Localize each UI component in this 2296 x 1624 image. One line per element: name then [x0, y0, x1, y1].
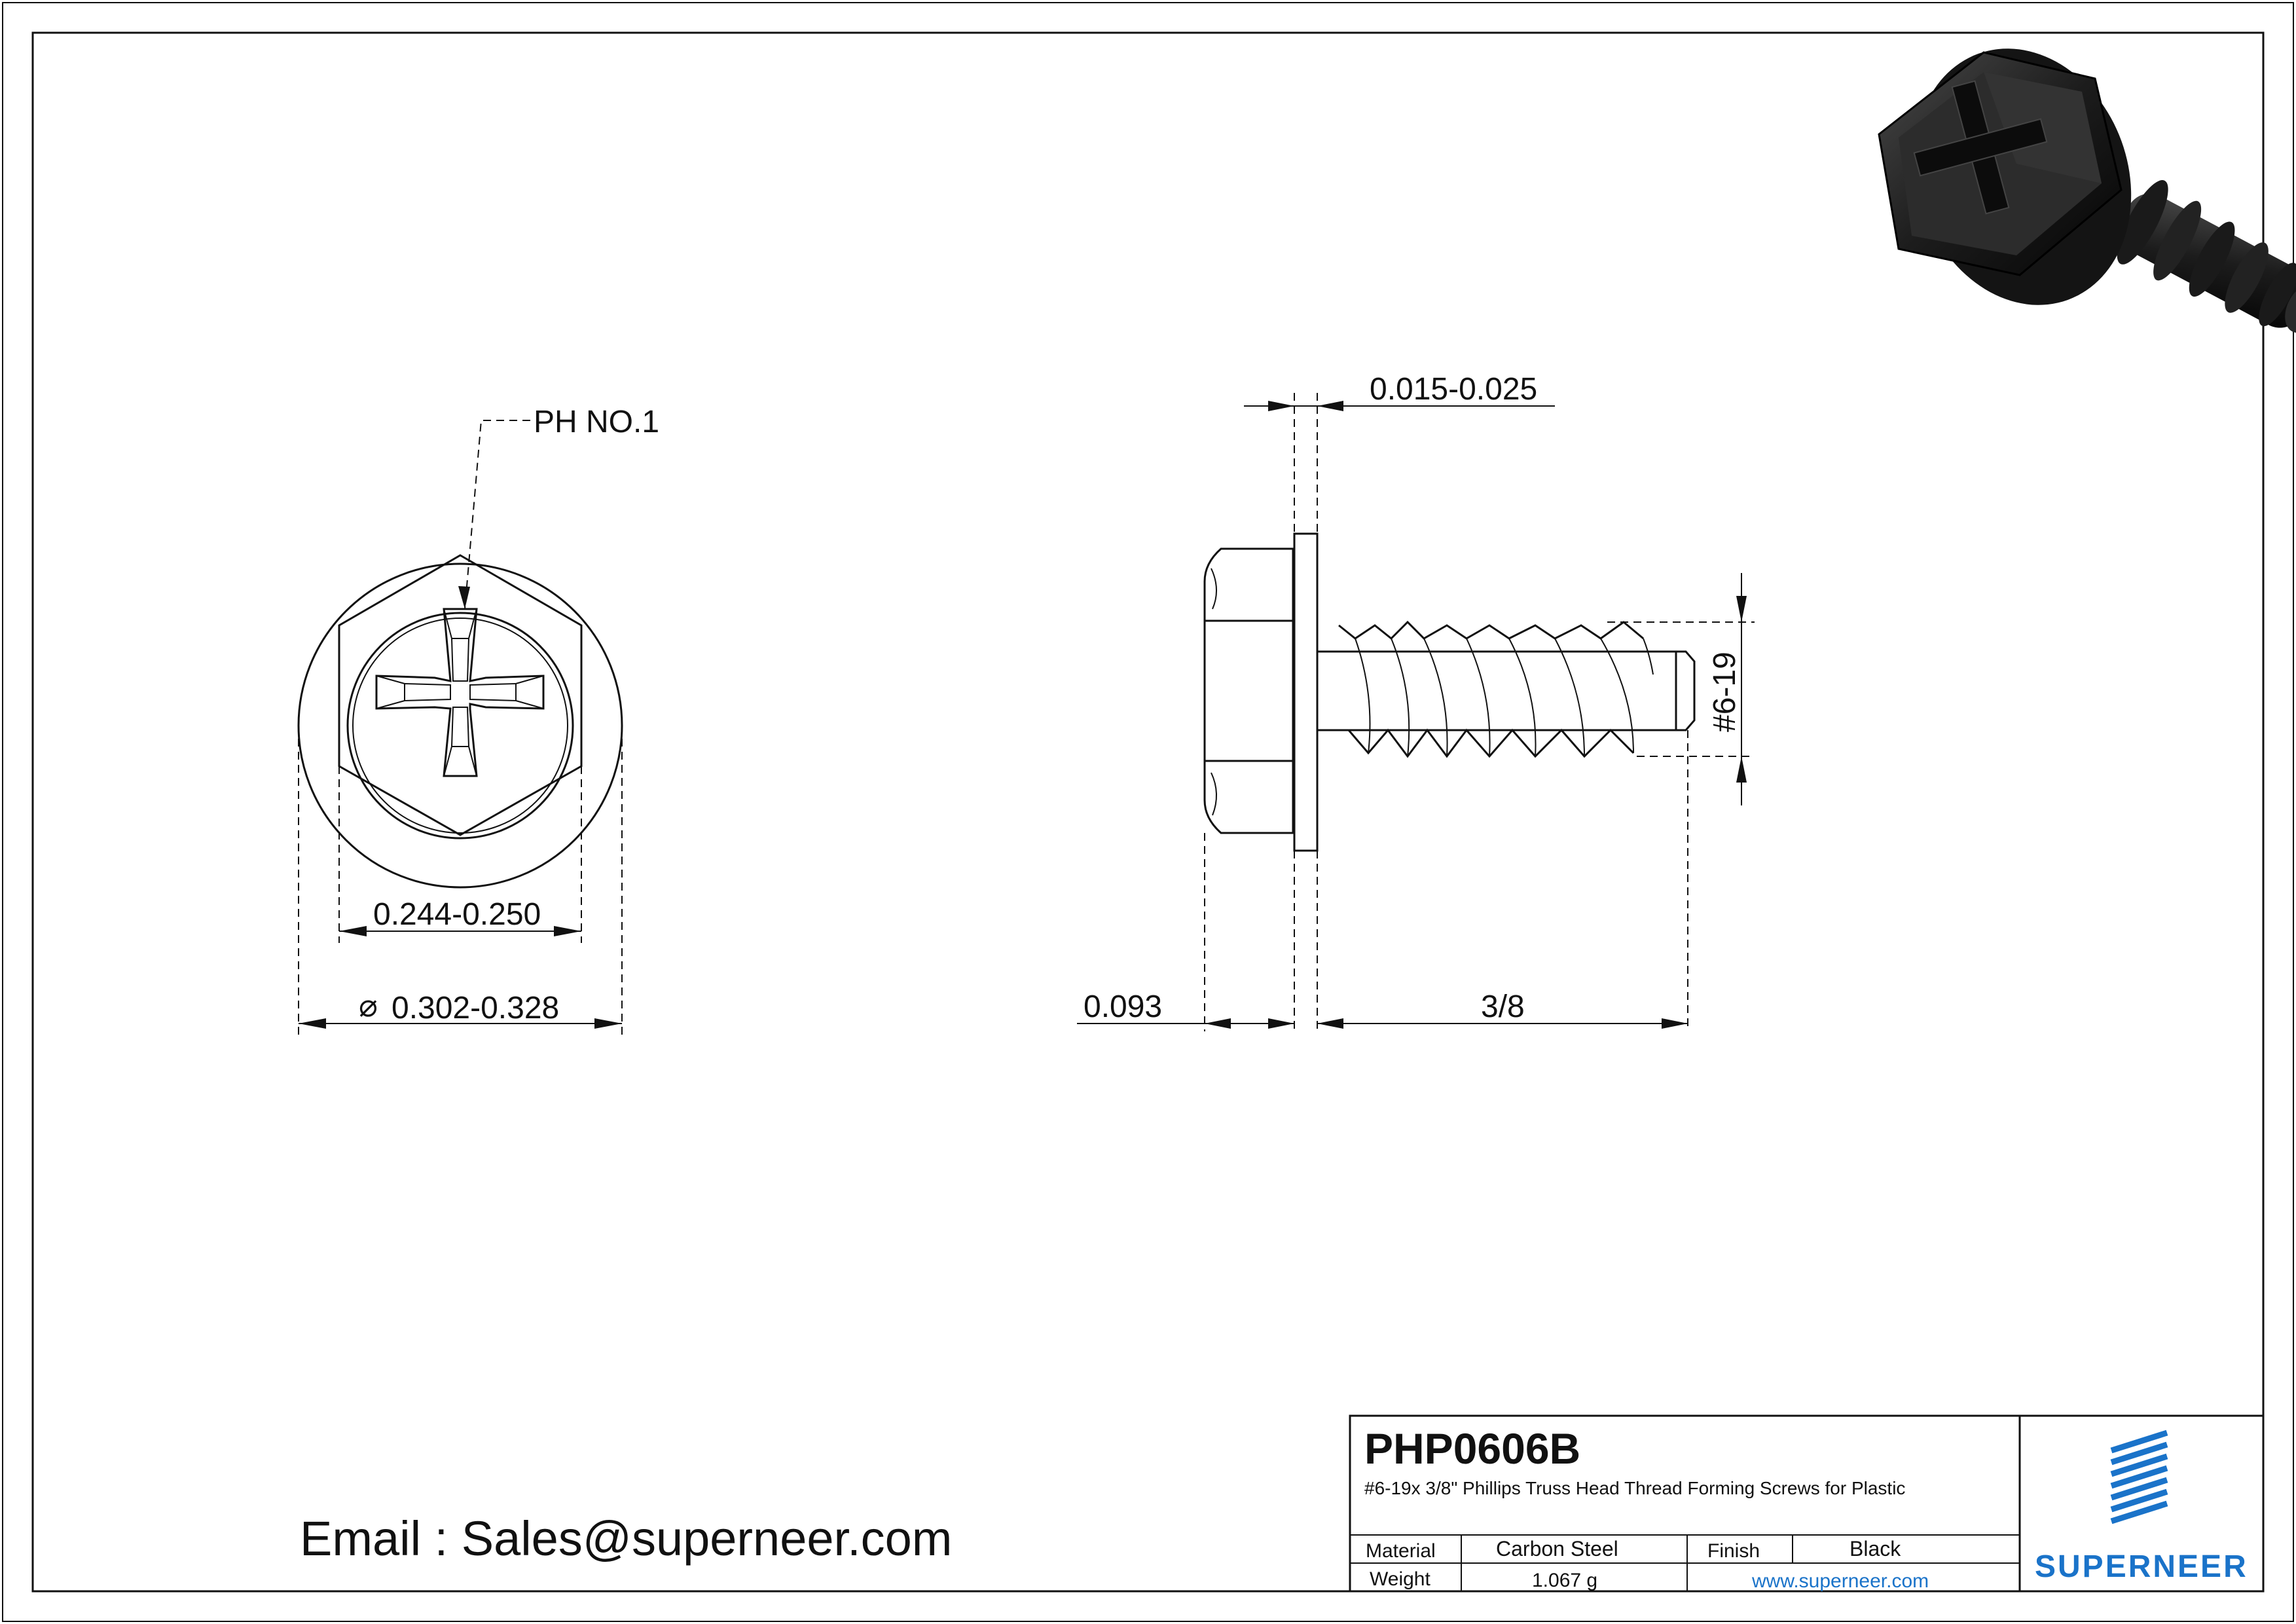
- superneer-logo-icon: [2111, 1433, 2167, 1521]
- head-inner-circle: [353, 618, 568, 833]
- email-contact: Email : Sales@superneer.com: [300, 1511, 953, 1566]
- thread-profile: [1339, 622, 1653, 756]
- screw-3d-render-icon: [1879, 18, 2296, 358]
- diameter-symbol: ⌀: [359, 989, 378, 1024]
- material-value: Carbon Steel: [1496, 1537, 1618, 1560]
- washer-flange: [1294, 534, 1317, 851]
- drive-leader-line: [465, 420, 530, 609]
- head-height-dim: 0.093: [1084, 989, 1163, 1024]
- inner-border: [33, 33, 2263, 1591]
- head-top-circle: [348, 613, 573, 838]
- hex-width-dim: 0.244-0.250: [373, 897, 541, 932]
- drive-label: PH NO.1: [534, 405, 660, 439]
- weight-value: 1.067 g: [1532, 1570, 1598, 1591]
- length-dim: 3/8: [1481, 989, 1525, 1024]
- finish-label: Finish: [1707, 1540, 1760, 1562]
- flange-diameter-dim: 0.302-0.328: [392, 991, 560, 1025]
- website-link[interactable]: www.superneer.com: [1752, 1570, 1929, 1592]
- front-view: [299, 405, 659, 1035]
- material-label: Material: [1366, 1540, 1436, 1562]
- weight-label: Weight: [1370, 1568, 1430, 1590]
- hex-head-outline: [1205, 549, 1293, 833]
- thread-size-dim: #6-19: [1707, 652, 1742, 732]
- washer-thickness-dim: 0.015-0.025: [1370, 372, 1538, 407]
- finish-value: Black: [1850, 1537, 1901, 1560]
- part-number: PHP0606B: [1364, 1424, 1581, 1473]
- title-block: [1350, 1416, 2263, 1592]
- phillips-recess: [376, 609, 543, 776]
- side-view: [1077, 372, 1755, 1031]
- brand-name: SUPERNEER: [2035, 1549, 2248, 1584]
- part-description: #6-19x 3/8" Phillips Truss Head Thread Forming Screws for Plastic: [1364, 1478, 1906, 1498]
